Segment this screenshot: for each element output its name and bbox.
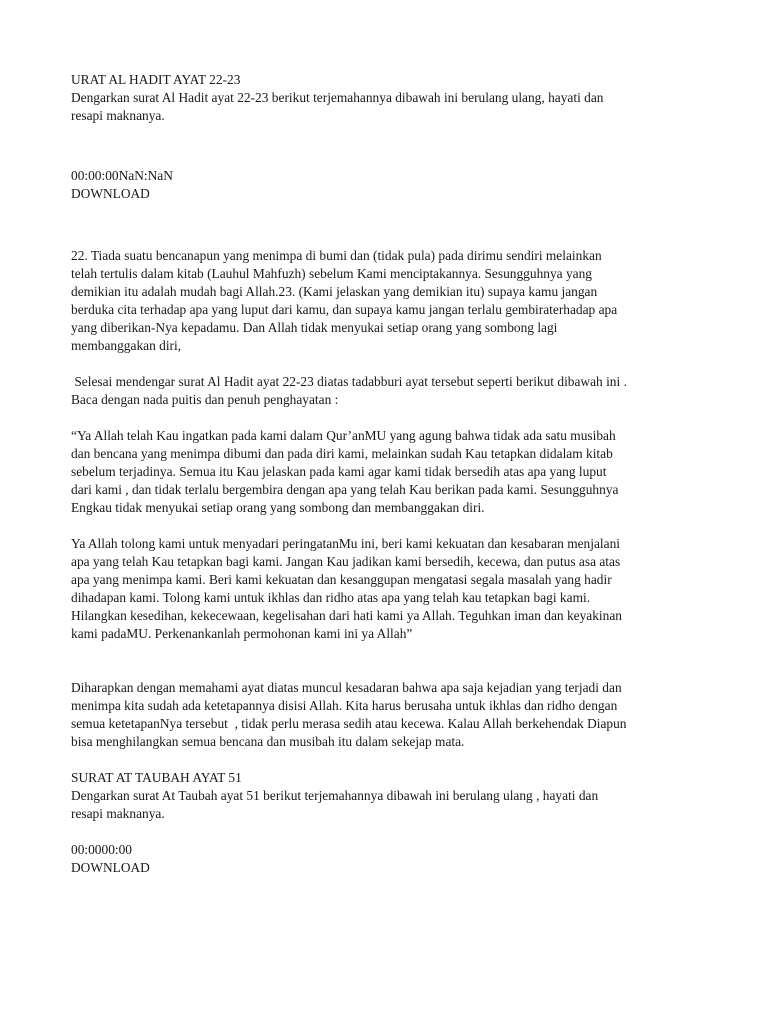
translation-line: membanggakan diri, <box>71 338 182 353</box>
translation-line: telah tertulis dalam kitab (Lauhul Mahfuzh) sebelum Kami menciptakannya. Sesungguhnya yang <box>71 266 592 281</box>
prayer-paragraph-1 <box>71 427 711 517</box>
prayer-line: Ya Allah tolong kami untuk menyadari peringatanMu ini, beri kami kekuatan dan kesabaran menjalani <box>71 536 620 551</box>
prayer-line: “Ya Allah telah Kau ingatkan pada kami dalam Qur’anMU yang agung bahwa tidak ada satu musibah <box>71 428 616 443</box>
section-title-at-taubah: SURAT AT TAUBAH AYAT 51 <box>71 770 242 785</box>
instruction-text: Dengarkan surat At Taubah ayat 51 berikut terjemahannya dibawah ini berulang ulang , hayati dan <box>71 788 599 803</box>
prayer-line: dihadapan kami. Tolong kami untuk ikhlas dan ridho atas apa yang telah kau tetapkan bagi kami. <box>71 590 591 605</box>
reflection-line: Diharapkan dengan memahami ayat diatas muncul kesadaran bahwa apa saja kejadian yang terjadi dan <box>71 680 622 695</box>
prayer-line: dan bencana yang menimpa dibumi dan pada diri kami, melainkan sudah Kau tetapkan didalam kitab <box>71 446 613 461</box>
document-page <box>71 71 711 877</box>
section-title-al-hadit: URAT AL HADIT AYAT 22-23 <box>71 72 241 87</box>
tadabbur-paragraph <box>71 373 711 409</box>
prayer-line: apa yang telah Kau tetapkan bagi kami. Jangan Kau jadikan kami bersedih, kecewa, dan putus asa atas <box>71 554 621 569</box>
translation-line: berduka cita terhadap apa yang luput dari kamu, dan supaya kamu jangan terlalu gembiraterhadap apa <box>71 302 618 317</box>
prayer-line: Hilangkan kesedihan, kekecewaan, kegelisahan dari hati kami ya Allah. Teguhkan iman dan keyakinan <box>71 608 622 623</box>
reflection-line: bisa menghilangkan semua bencana dan musibah itu dalam sekejap mata. <box>71 734 465 749</box>
prayer-line: apa yang menimpa kami. Beri kami kekuatan dan kesanggupan mengatasi segala masalah yang hadir <box>71 572 612 587</box>
audio-player-time: 00:00:00NaN:NaN <box>71 168 173 183</box>
instruction-text: resapi maknanya. <box>71 108 165 123</box>
translation-line: yang diberikan-Nya kepadamu. Dan Allah tidak menyukai setiap orang yang sombong lagi <box>71 320 558 335</box>
instruction-text: resapi maknanya. <box>71 806 165 821</box>
prayer-line: Engkau tidak menyukai setiap orang yang sombong dan membanggakan diri. <box>71 500 485 515</box>
reflection-line: semua ketetapanNya tersebut , tidak perlu merasa sedih atau kecewa. Kalau Allah berkehendak Diapun <box>71 716 627 731</box>
download-link[interactable]: DOWNLOAD <box>71 186 150 201</box>
translation-line: 22. Tiada suatu bencanapun yang menimpa di bumi dan (tidak pula) pada dirimu sendiri melainkan <box>71 248 602 263</box>
audio-player-time: 00:0000:00 <box>71 842 133 857</box>
translation-paragraph <box>71 247 711 355</box>
reflection-line: menimpa kita sudah ada ketetapannya disisi Allah. Kita harus berusaha untuk ikhlas dan ridho dengan <box>71 698 618 713</box>
translation-line: demikian itu adalah mudah bagi Allah.23. (Kami jelaskan yang demikian itu) supaya kamu jangan <box>71 284 598 299</box>
prayer-paragraph-2 <box>71 535 711 643</box>
prayer-line: kami padaMU. Perkenankanlah permohonan kami ini ya Allah” <box>71 626 413 641</box>
prayer-line: sebelum terjadinya. Semua itu Kau jelaskan pada kami agar kami tidak bersedih atas apa yang luput <box>71 464 607 479</box>
prayer-line: dari kami , dan tidak terlalu bergembira dengan apa yang telah Kau berikan pada kami. Sesungguhnya <box>71 482 619 497</box>
reflection-paragraph <box>71 679 711 751</box>
instruction-text: Dengarkan surat Al Hadit ayat 22-23 berikut terjemahannya dibawah ini berulang ulang, hayati dan <box>71 90 604 105</box>
download-link[interactable]: DOWNLOAD <box>71 860 150 875</box>
tadabbur-line: Selesai mendengar surat Al Hadit ayat 22-23 diatas tadabburi ayat tersebut seperti berikut dibawah ini . <box>71 374 627 389</box>
tadabbur-line: Baca dengan nada puitis dan penuh penghayatan : <box>71 392 339 407</box>
